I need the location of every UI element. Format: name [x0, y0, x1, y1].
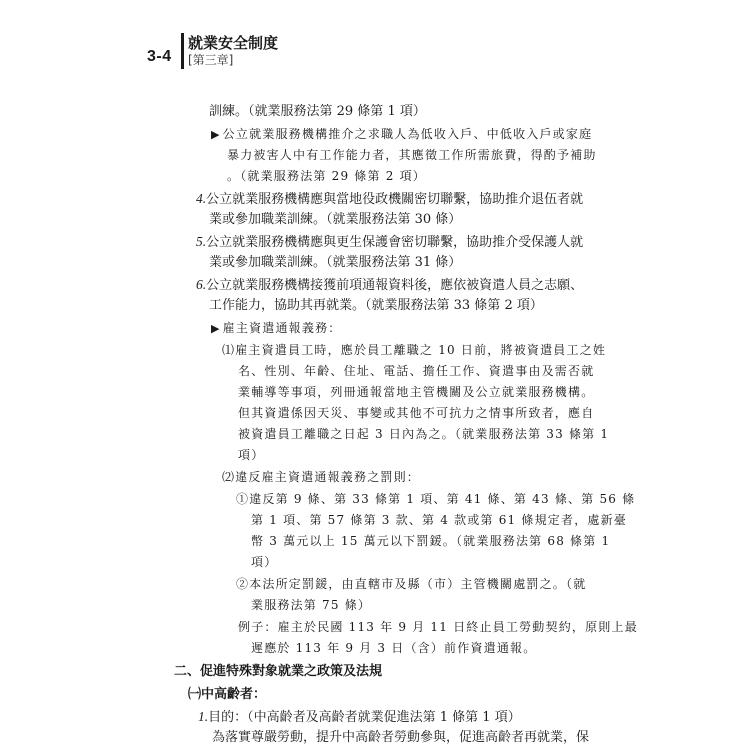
text-line: 工作能力，協助其再就業。（就業服務法第 33 條第 2 項）	[209, 298, 543, 313]
header-divider	[181, 33, 184, 69]
list-item: 4.公立就業服務機構應與當地役政機關密切聯繫，協助推介退伍者就	[196, 191, 584, 207]
chapter-label: [第三章]	[188, 53, 234, 67]
text-line: 訓練。（就業服務法第 29 條第 1 項）	[209, 104, 426, 119]
text-line: 幣 3 萬元以上 15 萬元以下罰鍰。（就業服務法第 68 條第 1	[251, 534, 611, 548]
triangle-bullet-icon: ▶	[211, 128, 221, 141]
text-line: 業或參加職業訓練。（就業服務法第 30 條）	[209, 212, 462, 227]
text-line: 業服務法第 75 條）	[251, 598, 372, 612]
page-number: 3-4	[147, 48, 172, 65]
list-item: ⑵違反雇主資遣通報義務之罰則：	[222, 470, 421, 484]
text-line: 為落實尊嚴勞動，提升中高齡者勞動參與，促進高齡者再就業，保	[212, 730, 590, 745]
section-heading: 二、促進特殊對象就業之政策及法規	[174, 664, 383, 679]
text-line: 遲應於 113 年 9 月 3 日（含）前作資遣通報。	[251, 641, 537, 655]
text-line: 被資遣員工離職之日起 3 日內為之。（就業服務法第 33 條第 1	[238, 427, 610, 441]
list-item: ⑴雇主資遣員工時，應於員工離職之 10 日前，將被資遣員工之姓	[222, 343, 607, 357]
text-line: 但其資遣係因天災、事變或其他不可抗力之情事所致者，應自	[238, 406, 595, 420]
list-item: 5.公立就業服務機構應與更生保護會密切聯繫，協助推介受保護人就	[196, 234, 584, 250]
text-line: 名、性別、年齡、住址、電話、擔任工作、資遣事由及需否就	[238, 364, 595, 378]
list-item: ②本法所定罰鍰，由直轄市及縣（市）主管機關處罰之。（就	[236, 577, 587, 591]
running-title: 就業安全制度	[188, 34, 279, 52]
text-line: 項）	[238, 448, 265, 462]
text-line: 暴力被害人中有工作能力者，其應徵工作所需旅費，得酌予補助	[227, 148, 597, 162]
text-line: 。（就業服務法第 29 條第 2 項）	[227, 169, 426, 183]
text-line: 業或參加職業訓練。（就業服務法第 31 條）	[209, 255, 462, 270]
list-item: 1.目的：（中高齡者及高齡者就業促進法第 1 條第 1 項）	[198, 709, 521, 725]
example-line: 例子：雇主於民國 113 年 9 月 11 日終止員工勞動契約，原則上最	[238, 620, 638, 634]
list-item: ①違反第 9 條、第 33 條第 1 項、第 41 條、第 43 條、第 56 條	[236, 492, 636, 506]
text-line: 第 1 項、第 57 條第 3 款、第 4 款或第 61 條規定者，處新臺	[251, 513, 627, 527]
subsection-heading: ㈠中高齡者：	[188, 687, 267, 702]
text-line: 項）	[251, 555, 278, 569]
triangle-bullet-icon: ▶	[211, 322, 221, 335]
list-item: 6.公立就業服務機構接獲前項通報資料後，應依被資遣人員之志願、	[196, 277, 584, 293]
text-line: ▶ 雇主資遣通報義務：	[211, 319, 341, 338]
text-line: 業輔導等事項，列冊通報當地主管機關及公立就業服務機構。	[238, 385, 595, 399]
text-line: ▶ 公立就業服務機構推介之求職人為低收入戶、中低收入戶或家庭	[211, 125, 592, 144]
